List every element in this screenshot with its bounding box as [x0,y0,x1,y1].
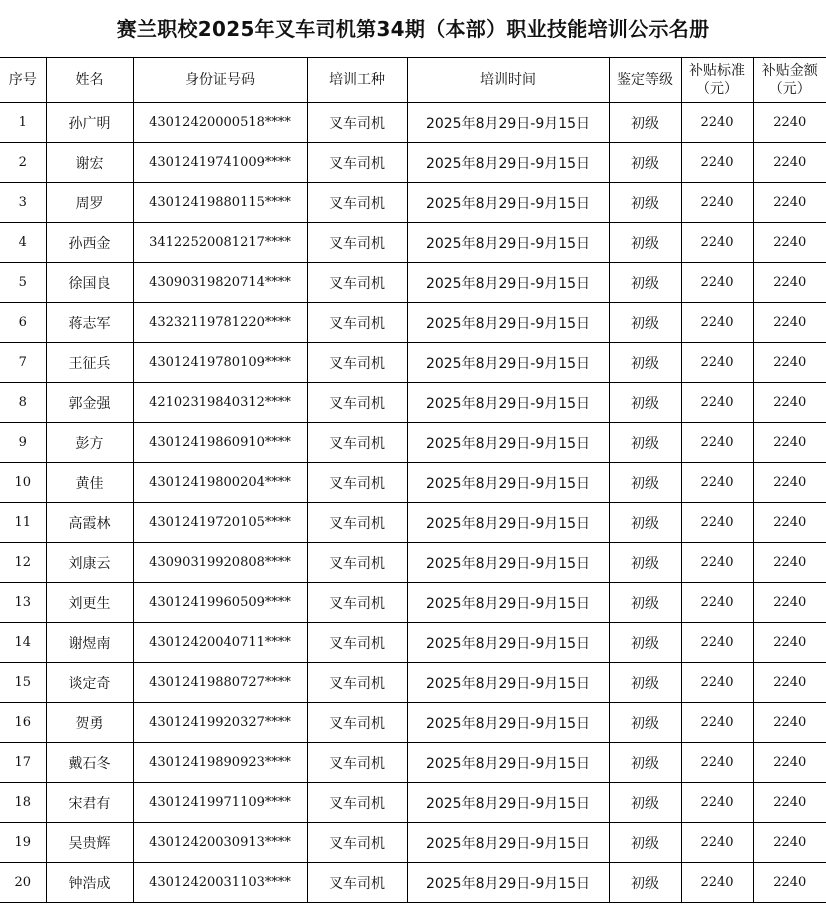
cell-subsidy-standard: 2240 [681,623,753,663]
cell-id-number: 43090319820714**** [133,263,307,303]
table-row [0,143,826,183]
roster-table [0,58,826,903]
cell-id-number: 43012419880115**** [133,183,307,223]
cell-trade: 叉车司机 [307,823,407,863]
cell-period: 2025年8月29日-9月15日 [407,183,609,223]
cell-subsidy-amount: 2240 [753,863,826,903]
cell-id-number: 34122520081217**** [133,223,307,263]
header-id: 身份证号码 [133,58,307,103]
cell-subsidy-amount: 2240 [753,223,826,263]
cell-subsidy-standard: 2240 [681,823,753,863]
cell-trade: 叉车司机 [307,423,407,463]
cell-seq: 1 [0,103,46,143]
cell-subsidy-amount: 2240 [753,623,826,663]
cell-period: 2025年8月29日-9月15日 [407,223,609,263]
cell-name: 孙广明 [46,103,133,143]
cell-level: 初级 [609,743,681,783]
cell-subsidy-amount: 2240 [753,663,826,703]
cell-id-number: 43012419741009**** [133,143,307,183]
cell-seq: 14 [0,623,46,663]
table-row [0,863,826,903]
table-row [0,423,826,463]
cell-id-number: 43012420040711**** [133,623,307,663]
cell-id-number: 43012419860910**** [133,423,307,463]
cell-seq: 17 [0,743,46,783]
cell-name: 宋君有 [46,783,133,823]
cell-name: 谢宏 [46,143,133,183]
cell-name: 高霞林 [46,503,133,543]
cell-seq: 15 [0,663,46,703]
cell-name: 谈定奇 [46,663,133,703]
cell-period: 2025年8月29日-9月15日 [407,743,609,783]
cell-seq: 16 [0,703,46,743]
cell-period: 2025年8月29日-9月15日 [407,503,609,543]
cell-seq: 11 [0,503,46,543]
cell-trade: 叉车司机 [307,143,407,183]
cell-name: 谢煜南 [46,623,133,663]
table-row [0,623,826,663]
cell-period: 2025年8月29日-9月15日 [407,143,609,183]
cell-trade: 叉车司机 [307,223,407,263]
cell-id-number: 43012419720105**** [133,503,307,543]
cell-seq: 4 [0,223,46,263]
cell-name: 彭方 [46,423,133,463]
cell-trade: 叉车司机 [307,303,407,343]
cell-level: 初级 [609,623,681,663]
cell-id-number: 43012419960509**** [133,583,307,623]
cell-id-number: 43012420030913**** [133,823,307,863]
cell-subsidy-amount: 2240 [753,143,826,183]
cell-trade: 叉车司机 [307,743,407,783]
cell-id-number: 43012419971109**** [133,783,307,823]
cell-level: 初级 [609,183,681,223]
table-body [0,103,826,903]
header-level: 鉴定等级 [609,58,681,103]
table-row [0,583,826,623]
cell-subsidy-amount: 2240 [753,583,826,623]
table-row [0,703,826,743]
cell-seq: 5 [0,263,46,303]
cell-trade: 叉车司机 [307,623,407,663]
cell-subsidy-standard: 2240 [681,503,753,543]
cell-id-number: 43012419890923**** [133,743,307,783]
table-row [0,783,826,823]
cell-level: 初级 [609,783,681,823]
cell-subsidy-standard: 2240 [681,663,753,703]
cell-level: 初级 [609,143,681,183]
cell-trade: 叉车司机 [307,663,407,703]
cell-subsidy-amount: 2240 [753,343,826,383]
cell-trade: 叉车司机 [307,263,407,303]
table-header [0,58,826,103]
cell-seq: 10 [0,463,46,503]
cell-subsidy-amount: 2240 [753,703,826,743]
cell-subsidy-amount: 2240 [753,303,826,343]
header-name: 姓名 [46,58,133,103]
cell-level: 初级 [609,663,681,703]
cell-trade: 叉车司机 [307,703,407,743]
cell-level: 初级 [609,343,681,383]
cell-period: 2025年8月29日-9月15日 [407,863,609,903]
cell-subsidy-standard: 2240 [681,783,753,823]
cell-period: 2025年8月29日-9月15日 [407,103,609,143]
cell-subsidy-standard: 2240 [681,383,753,423]
cell-seq: 12 [0,543,46,583]
cell-name: 黄佳 [46,463,133,503]
table-row [0,663,826,703]
cell-period: 2025年8月29日-9月15日 [407,663,609,703]
cell-level: 初级 [609,543,681,583]
cell-subsidy-amount: 2240 [753,183,826,223]
cell-period: 2025年8月29日-9月15日 [407,783,609,823]
table-row [0,303,826,343]
table-row [0,183,826,223]
cell-subsidy-amount: 2240 [753,423,826,463]
header-amount: 补贴金额（元） [753,58,826,103]
header-row [0,58,826,103]
cell-subsidy-standard: 2240 [681,743,753,783]
cell-id-number: 43012420031103**** [133,863,307,903]
cell-seq: 13 [0,583,46,623]
header-standard: 补贴标准（元） [681,58,753,103]
header-period: 培训时间 [407,58,609,103]
cell-period: 2025年8月29日-9月15日 [407,343,609,383]
cell-subsidy-standard: 2240 [681,343,753,383]
cell-subsidy-standard: 2240 [681,423,753,463]
cell-seq: 9 [0,423,46,463]
cell-period: 2025年8月29日-9月15日 [407,543,609,583]
cell-trade: 叉车司机 [307,383,407,423]
cell-subsidy-standard: 2240 [681,103,753,143]
cell-level: 初级 [609,383,681,423]
cell-id-number: 42102319840312**** [133,383,307,423]
cell-seq: 2 [0,143,46,183]
table-row [0,503,826,543]
cell-name: 刘更生 [46,583,133,623]
cell-id-number: 43012419780109**** [133,343,307,383]
cell-seq: 6 [0,303,46,343]
cell-level: 初级 [609,863,681,903]
cell-name: 郭金强 [46,383,133,423]
cell-trade: 叉车司机 [307,783,407,823]
cell-seq: 18 [0,783,46,823]
cell-level: 初级 [609,503,681,543]
cell-level: 初级 [609,223,681,263]
cell-id-number: 43012419800204**** [133,463,307,503]
header-trade: 培训工种 [307,58,407,103]
cell-name: 吴贵辉 [46,823,133,863]
cell-name: 徐国良 [46,263,133,303]
cell-name: 钟浩成 [46,863,133,903]
cell-subsidy-standard: 2240 [681,543,753,583]
cell-id-number: 43012420000518**** [133,103,307,143]
cell-name: 王征兵 [46,343,133,383]
cell-subsidy-standard: 2240 [681,583,753,623]
cell-seq: 8 [0,383,46,423]
cell-subsidy-standard: 2240 [681,303,753,343]
cell-trade: 叉车司机 [307,463,407,503]
cell-level: 初级 [609,303,681,343]
cell-subsidy-standard: 2240 [681,143,753,183]
cell-id-number: 43012419920327**** [133,703,307,743]
cell-period: 2025年8月29日-9月15日 [407,303,609,343]
cell-id-number: 43090319920808**** [133,543,307,583]
cell-subsidy-standard: 2240 [681,463,753,503]
cell-seq: 20 [0,863,46,903]
cell-subsidy-amount: 2240 [753,823,826,863]
cell-period: 2025年8月29日-9月15日 [407,703,609,743]
cell-subsidy-amount: 2240 [753,503,826,543]
cell-id-number: 43012419880727**** [133,663,307,703]
cell-period: 2025年8月29日-9月15日 [407,383,609,423]
page-title: 赛兰职校2025年叉车司机第34期（本部）职业技能培训公示名册 [0,0,826,58]
cell-trade: 叉车司机 [307,583,407,623]
cell-id-number: 43232119781220**** [133,303,307,343]
cell-subsidy-amount: 2240 [753,743,826,783]
table-row [0,343,826,383]
cell-level: 初级 [609,263,681,303]
cell-trade: 叉车司机 [307,183,407,223]
cell-subsidy-amount: 2240 [753,103,826,143]
cell-level: 初级 [609,103,681,143]
cell-subsidy-standard: 2240 [681,263,753,303]
cell-subsidy-amount: 2240 [753,463,826,503]
cell-subsidy-standard: 2240 [681,223,753,263]
table-row [0,103,826,143]
cell-seq: 7 [0,343,46,383]
cell-level: 初级 [609,823,681,863]
cell-level: 初级 [609,703,681,743]
cell-trade: 叉车司机 [307,103,407,143]
table-row [0,463,826,503]
cell-level: 初级 [609,583,681,623]
cell-period: 2025年8月29日-9月15日 [407,583,609,623]
table-row [0,383,826,423]
cell-period: 2025年8月29日-9月15日 [407,263,609,303]
header-seq: 序号 [0,58,46,103]
cell-period: 2025年8月29日-9月15日 [407,623,609,663]
table-row [0,543,826,583]
cell-level: 初级 [609,463,681,503]
cell-subsidy-amount: 2240 [753,543,826,583]
table-row [0,223,826,263]
cell-name: 刘康云 [46,543,133,583]
cell-seq: 19 [0,823,46,863]
cell-trade: 叉车司机 [307,503,407,543]
table-row [0,823,826,863]
table-row [0,263,826,303]
cell-level: 初级 [609,423,681,463]
cell-trade: 叉车司机 [307,343,407,383]
cell-name: 贺勇 [46,703,133,743]
cell-period: 2025年8月29日-9月15日 [407,823,609,863]
cell-subsidy-amount: 2240 [753,383,826,423]
cell-name: 周罗 [46,183,133,223]
cell-subsidy-standard: 2240 [681,183,753,223]
table-row [0,743,826,783]
cell-period: 2025年8月29日-9月15日 [407,423,609,463]
cell-subsidy-amount: 2240 [753,783,826,823]
cell-name: 戴石冬 [46,743,133,783]
cell-subsidy-standard: 2240 [681,863,753,903]
cell-name: 孙西金 [46,223,133,263]
cell-subsidy-amount: 2240 [753,263,826,303]
cell-trade: 叉车司机 [307,543,407,583]
cell-trade: 叉车司机 [307,863,407,903]
cell-subsidy-standard: 2240 [681,703,753,743]
cell-seq: 3 [0,183,46,223]
cell-name: 蒋志军 [46,303,133,343]
cell-period: 2025年8月29日-9月15日 [407,463,609,503]
